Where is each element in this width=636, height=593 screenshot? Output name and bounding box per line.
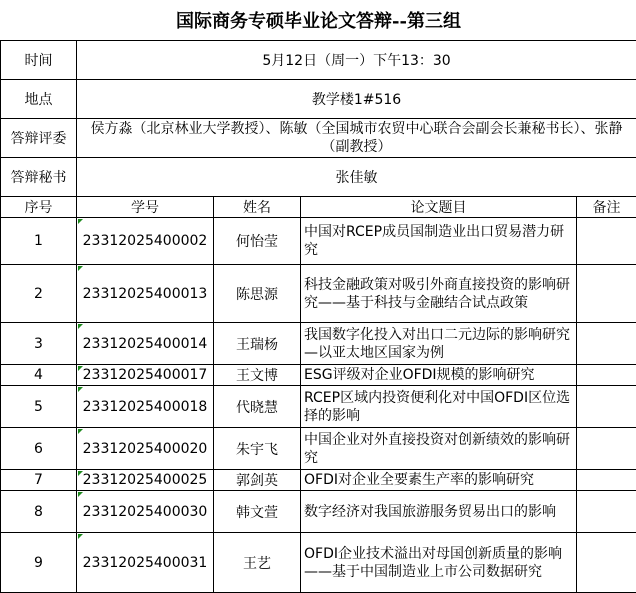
row-sid bbox=[77, 533, 214, 593]
table-row bbox=[1, 491, 636, 533]
row-note bbox=[577, 323, 636, 365]
header-note: 备注 bbox=[577, 197, 636, 218]
row-sid bbox=[77, 491, 214, 533]
cell-marker-icon bbox=[78, 324, 83, 329]
row-sid-text: 23312025400013 bbox=[83, 286, 208, 302]
row-note bbox=[577, 491, 636, 533]
row-sid bbox=[77, 365, 214, 386]
row-sid-text: 23312025400020 bbox=[83, 441, 208, 457]
row-sid-text: 23312025400030 bbox=[83, 504, 208, 520]
place-value: 教学楼1#516 bbox=[77, 80, 636, 119]
cell-marker-icon bbox=[78, 219, 83, 224]
table-row bbox=[1, 365, 636, 386]
time-value: 5月12日（周一）下午13：30 bbox=[77, 41, 636, 80]
row-topic: OFDI企业技术溢出对母国创新质量的影响 ——基于中国制造业上市公司数据研究 bbox=[301, 533, 577, 593]
row-name: 陈思源 bbox=[214, 265, 301, 323]
row-name: 王艺 bbox=[214, 533, 301, 593]
secretary-label: 答辩秘书 bbox=[1, 158, 77, 197]
cell-marker-icon bbox=[78, 266, 83, 271]
row-no: 8 bbox=[1, 491, 77, 533]
row-topic: OFDI对企业全要素生产率的影响研究 bbox=[301, 470, 577, 491]
cell-marker-icon bbox=[78, 387, 83, 392]
table-row bbox=[1, 428, 636, 470]
row-no: 6 bbox=[1, 428, 77, 470]
row-topic: 中国企业对外直接投资对创新绩效的影响研究 bbox=[301, 428, 577, 470]
secretary-value: 张佳敏 bbox=[77, 158, 636, 197]
row-name: 王瑞杨 bbox=[214, 323, 301, 365]
row-no: 2 bbox=[1, 265, 77, 323]
committee-value: 侯方淼（北京林业大学教授）、陈敏（全国城市农贸中心联合会副会长兼秘书长）、张静（副教授） bbox=[77, 119, 636, 158]
row-name: 韩文萱 bbox=[214, 491, 301, 533]
row-sid bbox=[77, 428, 214, 470]
row-topic: RCEP区域内投资便利化对中国OFDI区位选择的影响 bbox=[301, 386, 577, 428]
row-topic: 我国数字化投入对出口二元边际的影响研究—以亚太地区国家为例 bbox=[301, 323, 577, 365]
row-topic: 中国对RCEP成员国制造业出口贸易潜力研究 bbox=[301, 218, 577, 265]
row-note bbox=[577, 533, 636, 593]
row-sid bbox=[77, 323, 214, 365]
cell-marker-icon bbox=[78, 534, 83, 539]
cell-marker-icon bbox=[78, 366, 83, 371]
row-sid bbox=[77, 470, 214, 491]
page-title: 国际商务专硕毕业论文答辩--第三组 bbox=[1, 0, 636, 41]
row-sid-text: 23312025400017 bbox=[83, 367, 208, 383]
row-note bbox=[577, 218, 636, 265]
cell-marker-icon bbox=[78, 471, 83, 476]
row-no: 1 bbox=[1, 218, 77, 265]
row-name: 朱宇飞 bbox=[214, 428, 301, 470]
row-sid bbox=[77, 386, 214, 428]
place-label: 地点 bbox=[1, 80, 77, 119]
row-topic: 科技金融政策对吸引外商直接投资的影响研究——基于科技与金融结合试点政策 bbox=[301, 265, 577, 323]
row-name: 何怡莹 bbox=[214, 218, 301, 265]
row-note bbox=[577, 365, 636, 386]
header-row bbox=[1, 197, 636, 218]
row-no: 4 bbox=[1, 365, 77, 386]
row-sid-text: 23312025400031 bbox=[83, 555, 208, 571]
committee-row bbox=[1, 119, 636, 158]
secretary-row bbox=[1, 158, 636, 197]
row-note bbox=[577, 428, 636, 470]
row-sid bbox=[77, 265, 214, 323]
row-note bbox=[577, 470, 636, 491]
row-sid-text: 23312025400014 bbox=[83, 336, 208, 352]
title-row bbox=[1, 0, 636, 41]
time-label: 时间 bbox=[1, 41, 77, 80]
time-row bbox=[1, 41, 636, 80]
table-row bbox=[1, 218, 636, 265]
committee-label: 答辩评委 bbox=[1, 119, 77, 158]
header-topic: 论文题目 bbox=[301, 197, 577, 218]
row-no: 9 bbox=[1, 533, 77, 593]
row-topic: 数字经济对我国旅游服务贸易出口的影响 bbox=[301, 491, 577, 533]
row-note bbox=[577, 265, 636, 323]
table-row bbox=[1, 265, 636, 323]
row-sid-text: 23312025400002 bbox=[83, 233, 208, 249]
table-row bbox=[1, 386, 636, 428]
row-no: 3 bbox=[1, 323, 77, 365]
table-row bbox=[1, 470, 636, 491]
row-name: 代晓慧 bbox=[214, 386, 301, 428]
header-no: 序号 bbox=[1, 197, 77, 218]
row-sid-text: 23312025400025 bbox=[83, 472, 208, 488]
row-name: 郭剑英 bbox=[214, 470, 301, 491]
table-row bbox=[1, 533, 636, 593]
row-note bbox=[577, 386, 636, 428]
cell-marker-icon bbox=[78, 492, 83, 497]
row-sid bbox=[77, 218, 214, 265]
row-no: 5 bbox=[1, 386, 77, 428]
cell-marker-icon bbox=[78, 429, 83, 434]
header-sid: 学号 bbox=[77, 197, 214, 218]
row-topic: ESG评级对企业OFDI规模的影响研究 bbox=[301, 365, 577, 386]
row-name: 王文博 bbox=[214, 365, 301, 386]
table-row bbox=[1, 323, 636, 365]
row-sid-text: 23312025400018 bbox=[83, 399, 208, 415]
place-row bbox=[1, 80, 636, 119]
row-no: 7 bbox=[1, 470, 77, 491]
header-name: 姓名 bbox=[214, 197, 301, 218]
